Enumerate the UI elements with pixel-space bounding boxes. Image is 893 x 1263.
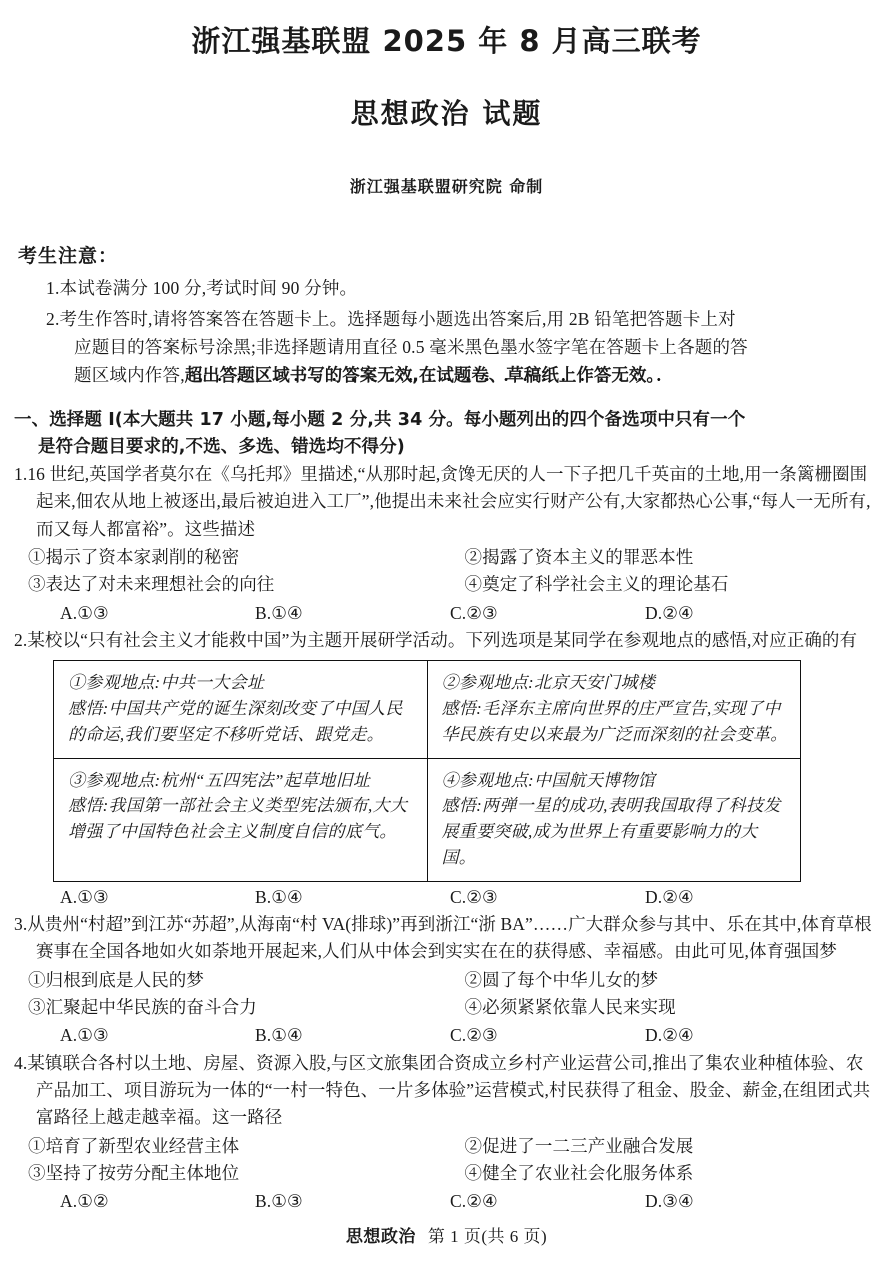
- table-row: [54, 758, 801, 881]
- question-1-options: [14, 544, 879, 599]
- table-cell-option-4: [427, 758, 801, 881]
- question-4-option-2: ②促进了一二三产业融合发展: [464, 1135, 694, 1156]
- cell-2-insight: 感悟:毛泽东主席向世界的庄严宣告,实现了中华民族有史以来最为广泛而深刻的社会变革。: [441, 698, 788, 744]
- question-4-answer-a[interactable]: A.①②: [60, 1191, 109, 1212]
- question-4-options: [14, 1133, 879, 1188]
- question-1-option-4: ④奠定了科学社会主义的理论基石: [464, 574, 729, 595]
- question-1-answer-b[interactable]: B.①④: [255, 602, 303, 623]
- question-3-option-2: ②圆了每个中华儿女的梦: [464, 969, 659, 990]
- section-1-heading: [14, 407, 879, 461]
- question-3-options: [14, 967, 879, 1022]
- cell-4-insight: 感悟:两弹一星的成功,表明我国取得了科技发展重要突破,成为世界上有重要影响力的大国。: [441, 796, 781, 868]
- question-3-stem: 3.从贵州“村超”到江苏“苏超”,从海南“村 VA(排球)”再到浙江“浙 BA”……广大群众参与其中、乐在其中,体育草根赛事在全国各地如火如荼地开展起来,人们从中体会到实实在在的获得感、幸福感。由此可见,体育强国梦: [14, 914, 872, 962]
- question-2: [14, 627, 879, 911]
- cell-3-insight: 感悟:我国第一部社会主义类型宪法颁布,大大增强了中国特色社会主义制度自信的底气。: [68, 796, 408, 842]
- question-4-answer-c[interactable]: C.②④: [450, 1191, 498, 1212]
- question-2-stem: 2.某校以“只有社会主义才能救中国”为主题开展研学活动。下列选项是某同学在参观地点的感悟,对应正确的有: [14, 629, 858, 650]
- question-3-options-row-1: [14, 967, 879, 994]
- footer-subject: 思想政治: [345, 1227, 416, 1247]
- question-2-answer-c[interactable]: C.②③: [450, 886, 498, 907]
- question-2-answer-b[interactable]: B.①④: [255, 886, 303, 907]
- notice-item-2-line-2: 应题目的答案标号涂黑;非选择题请用直径 0.5 毫米黑色墨水签字笔在答题卡上各题的答: [74, 337, 748, 358]
- cell-1-place: ①参观地点:中共一大会址: [68, 673, 265, 693]
- question-4-answer-b[interactable]: B.①③: [255, 1191, 303, 1212]
- question-4-options-row-2: [14, 1160, 879, 1187]
- question-3-option-1: ①归根到底是人民的梦: [28, 969, 204, 990]
- notice-label: 考生注意：: [18, 245, 119, 268]
- table-cell-option-1: [54, 661, 428, 758]
- question-3-option-3: ③汇聚起中华民族的奋斗合力: [28, 997, 257, 1018]
- section-1-heading-line-1: 一、选择题 I(本大题共 17 小题,每小题 2 分,共 34 分。每小题列出的四个备选项中只有一个: [14, 409, 746, 430]
- section-1-heading-line-2: 是符合题目要求的,不选、多选、错选均不得分): [38, 436, 405, 457]
- question-1-answer-a[interactable]: A.①③: [60, 602, 109, 623]
- question-1-stem: 1.16 世纪,英国学者莫尔在《乌托邦》里描述,“从那时起,贪馋无厌的人一下子把几千英亩的土地,用一条篱栅圈围起来,佃农从地上被逐出,最后被迫进入工厂”,他提出未来社会应实行财产公有,大家都热心公事,“每人一无所有,而又每人都富裕”。这些描述: [14, 464, 871, 539]
- question-4-options-row-1: [14, 1133, 879, 1160]
- question-1-option-2: ②揭露了资本主义的罪恶本性: [464, 546, 694, 567]
- table-row: [54, 661, 801, 758]
- question-1-options-row-2: [14, 571, 879, 598]
- cell-1-insight: 感悟:中国共产党的诞生深刻改变了中国人民的命运,我们要坚定不移听党话、跟党走。: [68, 698, 403, 744]
- subject-title: 思想政治 试题: [350, 96, 543, 130]
- question-3-option-4: ④必须紧紧依靠人民来实现: [464, 997, 676, 1018]
- footer-page-number: 第 1 页(共 6 页): [427, 1227, 548, 1246]
- question-3-answer-c[interactable]: C.②③: [450, 1025, 498, 1046]
- question-1-answer-d[interactable]: D.②④: [645, 602, 694, 623]
- question-2-answer-d[interactable]: D.②④: [645, 886, 694, 907]
- cell-4-place: ④参观地点:中国航天博物馆: [441, 770, 656, 790]
- notice-item-2-line-3-prefix: 题区域内作答,: [74, 365, 185, 386]
- notice-item-1: 1.本试卷满分 100 分,考试时间 90 分钟。: [46, 278, 358, 299]
- question-2-answers: [14, 884, 879, 911]
- question-4-stem: 4.某镇联合各村以土地、房屋、资源入股,与区文旅集团合资成立乡村产业运营公司,推出了集农业种植体验、农产品加工、项目游玩为一体的“一村一特色、一片多体验”运营模式,村民获得了租金、股金、薪金,在组团式共富路径上越走越幸福。这一路径: [14, 1052, 871, 1128]
- question-1-answer-c[interactable]: C.②③: [450, 602, 498, 623]
- question-1-options-row-1: [14, 544, 879, 571]
- question-4-option-3: ③坚持了按劳分配主体地位: [28, 1162, 240, 1183]
- table-cell-option-2: [427, 661, 801, 758]
- cell-2-place: ②参观地点:北京天安门城楼: [441, 673, 656, 693]
- table-cell-option-3: [54, 758, 428, 881]
- question-1-answers: [14, 600, 879, 627]
- notice-emphasis-text: 超出答题区域书写的答案无效,在试题卷、草稿纸上作答无效。: [185, 366, 664, 393]
- question-4: [14, 1050, 879, 1216]
- notice-item-2-line-1: 2.考生作答时,请将答案答在答题卡上。选择题每小题选出答案后,用 2B 铅笔把答题卡上对: [46, 308, 736, 329]
- question-3-answer-a[interactable]: A.①③: [60, 1025, 109, 1046]
- question-4-answers: [14, 1188, 879, 1215]
- question-1: [14, 461, 879, 627]
- question-3: [14, 911, 879, 1049]
- question-1-option-3: ③表达了对未来理想社会的向往: [28, 574, 275, 595]
- question-4-option-4: ④健全了农业社会化服务体系: [464, 1162, 694, 1183]
- byline: 浙江强基联盟研究院 命制: [349, 177, 544, 197]
- page-title: 浙江强基联盟 2025 年 8 月高三联考: [191, 24, 702, 58]
- question-3-answer-b[interactable]: B.①④: [255, 1025, 303, 1046]
- notice-item-2: [18, 305, 875, 391]
- question-4-option-1: ①培育了新型农业经营主体: [28, 1135, 240, 1156]
- notice-item-2-line-3: [46, 361, 875, 390]
- question-3-answer-d[interactable]: D.②④: [645, 1025, 694, 1046]
- question-4-answer-d[interactable]: D.③④: [645, 1191, 694, 1212]
- cell-3-place: ③参观地点:杭州“五四宪法”起草地旧址: [68, 770, 371, 790]
- question-2-answer-a[interactable]: A.①③: [60, 886, 109, 907]
- question-1-option-1: ①揭示了资本家剥削的秘密: [28, 546, 240, 567]
- question-3-options-row-2: [14, 994, 879, 1021]
- page-footer: [0, 1222, 893, 1247]
- question-3-answers: [14, 1022, 879, 1049]
- notice-block: [0, 197, 893, 390]
- question-2-table: [53, 660, 801, 882]
